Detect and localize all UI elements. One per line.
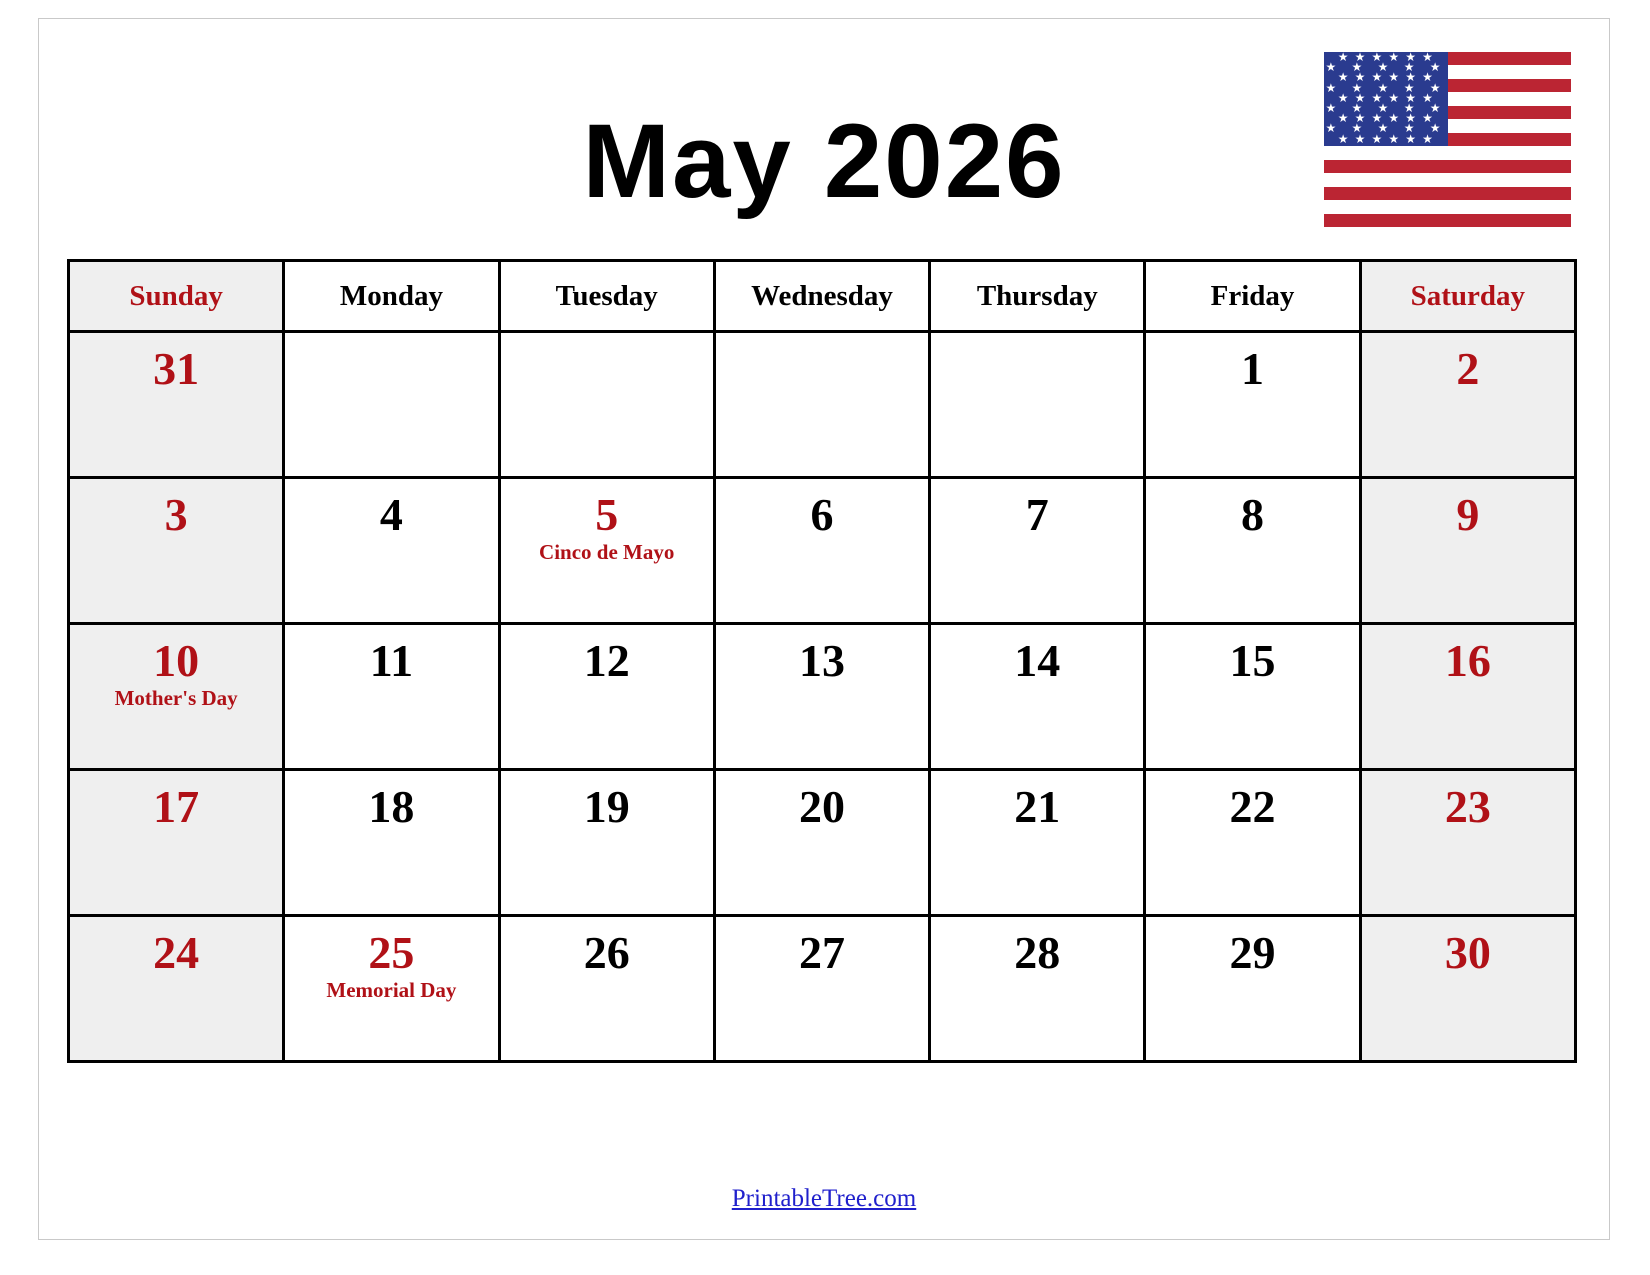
day-event-label: Memorial Day <box>326 978 457 1003</box>
weekday-header-thursday: Thursday <box>930 261 1145 332</box>
calendar-day-cell[interactable] <box>930 332 1145 478</box>
calendar-day-cell[interactable] <box>1360 624 1575 770</box>
day-number: 30 <box>1444 927 1491 978</box>
day-number: 5 <box>595 489 619 540</box>
day-number: 16 <box>1444 635 1491 686</box>
day-number: 6 <box>810 489 834 540</box>
day-number: 4 <box>379 489 403 540</box>
calendar-day-cell[interactable] <box>284 478 499 624</box>
day-number: 7 <box>1025 489 1049 540</box>
day-number <box>716 333 928 345</box>
flag-canton <box>1324 52 1448 146</box>
calendar-day-cell[interactable] <box>69 624 284 770</box>
calendar-day-cell[interactable] <box>1145 916 1360 1062</box>
calendar-day-cell[interactable] <box>714 916 929 1062</box>
flag-star-row: ★ ★ ★ ★ ★ ★ <box>1337 70 1435 85</box>
calendar-day-cell[interactable] <box>284 916 499 1062</box>
weekday-header-row <box>69 261 1576 332</box>
day-number <box>501 333 713 345</box>
flag-star-row: ★ ★ ★ ★ ★ ★ <box>1337 111 1435 126</box>
day-number: 25 <box>368 927 415 978</box>
calendar-day-cell[interactable] <box>1360 770 1575 916</box>
calendar-day-cell[interactable] <box>284 624 499 770</box>
day-number <box>931 333 1143 345</box>
calendar-day-cell[interactable] <box>930 770 1145 916</box>
day-number: 8 <box>1241 489 1265 540</box>
calendar-week-row <box>69 916 1576 1062</box>
calendar-page <box>38 18 1610 1240</box>
calendar-day-cell[interactable] <box>1360 916 1575 1062</box>
day-number: 21 <box>1014 781 1061 832</box>
flag-star-row: ★ ★ ★ ★ ★ ★ <box>1337 52 1435 64</box>
calendar-day-cell[interactable] <box>499 770 714 916</box>
day-number: 14 <box>1014 635 1061 686</box>
calendar-week-row <box>69 478 1576 624</box>
weekday-header-monday: Monday <box>284 261 499 332</box>
day-number: 2 <box>1456 343 1480 394</box>
day-number: 29 <box>1229 927 1276 978</box>
calendar-day-cell[interactable] <box>69 916 284 1062</box>
day-number: 3 <box>164 489 188 540</box>
day-number: 17 <box>153 781 200 832</box>
calendar-day-cell[interactable] <box>1360 478 1575 624</box>
weekday-header-wednesday: Wednesday <box>714 261 929 332</box>
calendar-day-cell[interactable] <box>69 332 284 478</box>
calendar-day-cell[interactable] <box>499 624 714 770</box>
calendar-grid <box>67 259 1577 1063</box>
calendar-day-cell[interactable] <box>1360 332 1575 478</box>
day-number: 10 <box>153 635 200 686</box>
calendar-header <box>39 19 1609 241</box>
calendar-day-cell[interactable] <box>714 332 929 478</box>
flag-star-row: ★ ★ ★ ★ ★ <box>1325 60 1447 75</box>
day-number: 23 <box>1444 781 1491 832</box>
day-number: 11 <box>369 635 414 686</box>
day-number: 1 <box>1241 343 1265 394</box>
day-number: 20 <box>798 781 845 832</box>
day-number: 31 <box>153 343 200 394</box>
calendar-day-cell[interactable] <box>1145 478 1360 624</box>
flag-star-row: ★ ★ ★ ★ ★ <box>1325 101 1447 115</box>
calendar-body <box>69 332 1576 1062</box>
day-number: 26 <box>583 927 630 978</box>
calendar-day-cell[interactable] <box>930 624 1145 770</box>
calendar-day-cell[interactable] <box>1145 624 1360 770</box>
day-number: 28 <box>1014 927 1061 978</box>
page-title: May 2026 <box>582 103 1066 220</box>
day-number: 19 <box>583 781 630 832</box>
calendar-week-row <box>69 624 1576 770</box>
calendar-day-cell[interactable] <box>930 916 1145 1062</box>
flag-star-row: ★ ★ ★ ★ ★ <box>1325 121 1447 136</box>
calendar-week-row <box>69 332 1576 478</box>
calendar-day-cell[interactable] <box>499 478 714 624</box>
printabletree-link[interactable]: PrintableTree.com <box>731 1185 917 1212</box>
day-number: 12 <box>583 635 630 686</box>
calendar-day-cell[interactable] <box>284 770 499 916</box>
day-number: 24 <box>153 927 200 978</box>
calendar-day-cell[interactable] <box>1145 770 1360 916</box>
weekday-header-sunday: Sunday <box>69 261 284 332</box>
day-number: 27 <box>798 927 845 978</box>
calendar-day-cell[interactable] <box>714 770 929 916</box>
united-states-flag-icon <box>1324 52 1571 227</box>
calendar-day-cell[interactable] <box>69 478 284 624</box>
calendar-day-cell[interactable] <box>714 624 929 770</box>
weekday-header-saturday: Saturday <box>1360 261 1575 332</box>
day-number: 9 <box>1456 489 1480 540</box>
flag-stripe <box>1324 187 1571 200</box>
day-number: 22 <box>1229 781 1276 832</box>
flag-star-row: ★ ★ ★ ★ ★ ★ <box>1337 90 1435 105</box>
calendar-day-cell[interactable] <box>284 332 499 478</box>
flag-stripe <box>1324 214 1571 227</box>
day-event-label: Cinco de Mayo <box>539 540 675 565</box>
day-number: 18 <box>368 781 415 832</box>
day-number <box>285 333 497 345</box>
day-number: 13 <box>798 635 845 686</box>
footer <box>39 1185 1609 1213</box>
day-number: 15 <box>1229 635 1276 686</box>
calendar-day-cell[interactable] <box>499 916 714 1062</box>
flag-star-row: ★ ★ ★ ★ ★ <box>1325 80 1447 95</box>
weekday-header-tuesday: Tuesday <box>499 261 714 332</box>
day-event-label: Mother's Day <box>114 686 238 711</box>
calendar-day-cell[interactable] <box>69 770 284 916</box>
calendar-day-cell[interactable] <box>714 478 929 624</box>
calendar-day-cell[interactable] <box>1145 332 1360 478</box>
calendar-day-cell[interactable] <box>930 478 1145 624</box>
flag-star-row: ★ ★ ★ ★ ★ ★ <box>1337 131 1435 146</box>
calendar-week-row <box>69 770 1576 916</box>
calendar-day-cell[interactable] <box>499 332 714 478</box>
weekday-header-friday: Friday <box>1145 261 1360 332</box>
flag-stripe <box>1324 160 1571 173</box>
